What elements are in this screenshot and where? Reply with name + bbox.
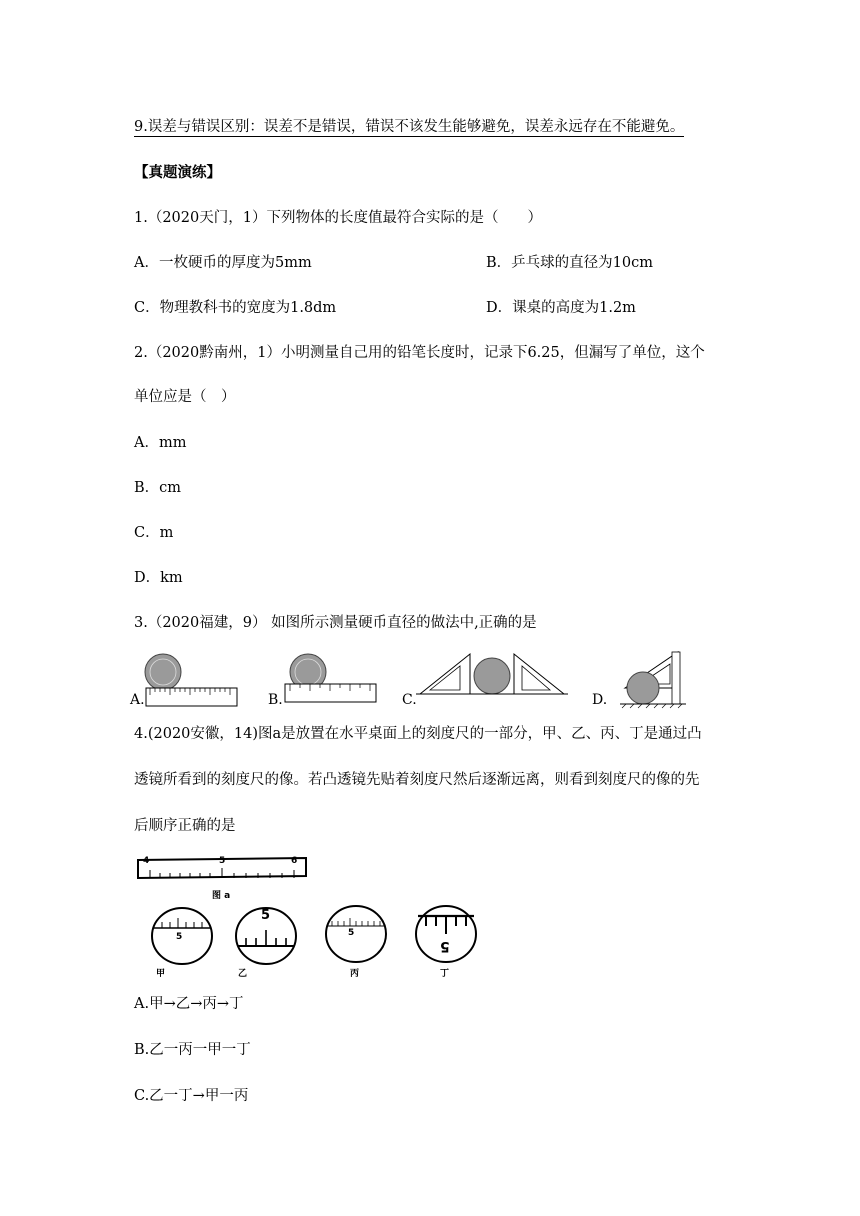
coin-ruler-b-illustration	[285, 654, 376, 702]
coin-triangles-c-illustration	[416, 654, 568, 694]
q1-option-b: B．乒乓球的直径为10cm	[486, 255, 653, 271]
q3-label-b: B.	[268, 692, 283, 708]
ruler-number-4: 4	[143, 856, 150, 866]
ruler-number-6: 6	[291, 856, 298, 866]
lens-label-jia: 甲	[156, 969, 166, 979]
q3-figure	[130, 648, 730, 712]
q4-figure	[134, 852, 484, 980]
q3-stem: 3.（2020福建，9） 如图所示测量硬币直径的做法中,正确的是	[134, 615, 537, 631]
q2-stem-line1: 2.（2020黔南州，1）小明测量自己用的铅笔长度时，记录下6.25，但漏写了单位，这个	[134, 345, 705, 361]
q1-option-d: D．课桌的高度为1.2m	[486, 300, 636, 316]
q1-stem: 1.（2020天门，1）下列物体的长度值最符合实际的是（ ）	[134, 210, 542, 226]
q2-stem-line2: 单位应是（ ）	[134, 389, 236, 405]
lens-label-ding: 丁	[440, 969, 450, 979]
ruler-number-5: 5	[219, 856, 226, 866]
q3-figure-drawing	[130, 648, 730, 712]
lens-bing-illustration	[326, 906, 386, 962]
q4-stem-line1: 4.(2020安徽，14)图a是放置在水平桌面上的刻度尺的一部分，甲、乙、丙、丁是通过凸	[134, 726, 702, 742]
q4-figure-drawing	[134, 852, 484, 980]
point-9-underlined: 9.误差与错误区别：误差不是错误，错误不该发生能够避免，误差永远存在不能避免。	[134, 119, 685, 135]
q3-label-d: D.	[592, 692, 608, 708]
q4-option-c: C.乙一丁→甲一丙	[134, 1088, 249, 1104]
q2-option-b: B．cm	[134, 480, 182, 496]
lens-label-yi: 乙	[238, 969, 248, 979]
coin-triangle-d-illustration	[620, 652, 686, 708]
q1-option-c: C．物理教科书的宽度为1.8dm	[134, 300, 337, 316]
lens-jia-number: 5	[176, 932, 183, 942]
q2-option-c: C．m	[134, 525, 174, 541]
q2-option-a: A．mm	[134, 435, 187, 451]
lens-label-bing: 丙	[350, 969, 360, 979]
point-9-text	[134, 117, 684, 137]
coin-ruler-a-illustration	[145, 654, 237, 706]
q4-stem-line2: 透镜所看到的刻度尺的像。若凸透镜先贴着刻度尺然后逐渐远离，则看到刻度尺的像的先	[134, 772, 700, 788]
lens-ding-number: 5	[440, 938, 450, 954]
q2-option-d: D．km	[134, 570, 183, 586]
q1-option-a: A．一枚硬币的厚度为5mm	[134, 255, 312, 271]
q4-option-b: B.乙一丙一甲一丁	[134, 1042, 251, 1058]
lens-yi-number: 5	[261, 908, 271, 923]
figure-a-caption: 图 a	[212, 891, 231, 901]
q3-label-c: C.	[402, 692, 417, 708]
q4-option-a: A.甲→乙→丙→丁	[134, 996, 244, 1012]
q3-label-a: A.	[130, 692, 145, 708]
lens-bing-number: 5	[348, 928, 355, 938]
q4-stem-line3: 后顺序正确的是	[134, 818, 236, 834]
section-title: 【真题演练】	[134, 164, 221, 181]
